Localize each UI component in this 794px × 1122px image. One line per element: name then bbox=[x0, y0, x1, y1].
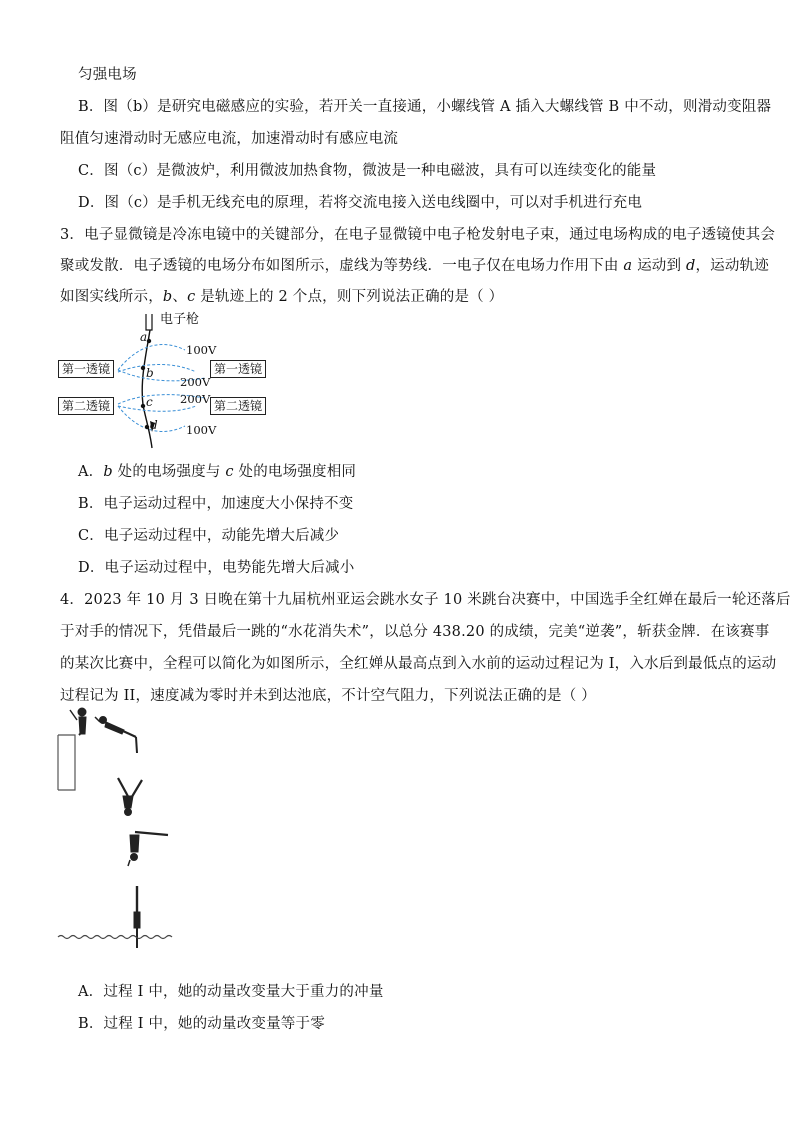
q4-stem-line1: 4．2023 年 10 月 3 日晚在第十九届杭州亚运会跳水女子 10 米跳台决赛中，中国选手全红婵在最后一轮还落后 bbox=[60, 592, 791, 608]
diver-standing-icon bbox=[70, 708, 86, 735]
point-d-label: d bbox=[150, 418, 158, 432]
q4-option-a: A．过程 I 中，她的动量改变量大于重力的冲量 bbox=[78, 984, 384, 1000]
q3-option-c: C．电子运动过程中，动能先增大后减少 bbox=[78, 528, 340, 544]
lens1-left-label: 第一透镜 bbox=[58, 360, 114, 378]
lens1-right-label: 第一透镜 bbox=[210, 360, 266, 378]
q3-text: 、 bbox=[172, 289, 188, 305]
var-b: b bbox=[162, 289, 173, 305]
lens2-left-label: 第二透镜 bbox=[58, 397, 114, 415]
platform-icon bbox=[58, 735, 75, 790]
point-b-label: b bbox=[146, 366, 154, 380]
point-a-label: a bbox=[140, 330, 148, 344]
q3-option-b: B．电子运动过程中，加速度大小保持不变 bbox=[78, 496, 354, 512]
q3-text: 是轨迹上的 2 个点，则下列说法正确的是（ ） bbox=[195, 289, 504, 305]
voltage-label-top: 100V bbox=[186, 343, 217, 357]
q3-text: 运动到 bbox=[632, 258, 686, 274]
q3-text: 处的电场强度相同 bbox=[233, 464, 357, 480]
voltage-label-bottom: 100V bbox=[186, 423, 217, 437]
electron-gun-label: 电子枪 bbox=[160, 312, 200, 327]
q2-option-c: C．图（c）是微波炉，利用微波加热食物，微波是一种电磁波，具有可以连续变化的能量 bbox=[78, 163, 657, 179]
diver-inverted-icon bbox=[128, 832, 168, 866]
q4-stem-line4: 过程记为 II，速度减为零时并未到达池底，不计空气阻力，下列说法正确的是（ ） bbox=[60, 688, 596, 704]
var-d: d bbox=[685, 258, 696, 274]
voltage-label-mid1: 200V bbox=[180, 375, 211, 389]
var-c: c bbox=[225, 464, 234, 480]
var-a: a bbox=[623, 258, 633, 274]
q4-stem-line2: 于对手的情况下，凭借最后一跳的“水花消失术”，以总分 438.20 的成绩，完美“逆袭”，斩获金牌．在该赛事 bbox=[60, 624, 770, 640]
q3-stem-line1: 3．电子显微镜是冷冻电镜中的关键部分，在电子显微镜中电子枪发射电子束，通过电场构成的电子透镜使其会 bbox=[60, 227, 776, 243]
var-b: b bbox=[103, 464, 113, 480]
q3-text: ，运动轨迹 bbox=[695, 258, 769, 274]
q2-option-d: D．图（c）是手机无线充电的原理，若将交流电接入送电线圈中，可以对手机进行充电 bbox=[78, 195, 643, 211]
q2-option-a-tail: 匀强电场 bbox=[78, 67, 137, 83]
voltage-label-mid2: 200V bbox=[180, 392, 211, 406]
var-c: c bbox=[187, 289, 196, 305]
q4-option-b: B．过程 I 中，她的动量改变量等于零 bbox=[78, 1016, 325, 1032]
diver-pike-icon bbox=[95, 717, 137, 754]
q3-text: 聚或发散．电子透镜的电场分布如图所示，虚线为等势线．一电子仅在电场力作用下由 bbox=[60, 258, 624, 274]
q3-text: 如图实线所示， bbox=[60, 289, 163, 305]
q4-stem-line3: 的某次比赛中，全程可以简化为如图所示，全红婵从最高点到入水前的运动过程记为 I，入水后到最低点的运动 bbox=[60, 656, 777, 672]
q3-text: 处的电场强度与 bbox=[112, 464, 226, 480]
q3-option-d: D．电子运动过程中，电势能先增大后减小 bbox=[78, 560, 355, 576]
point-c-label: c bbox=[146, 395, 153, 409]
diver-tuck-icon bbox=[118, 778, 142, 816]
water-surface bbox=[58, 936, 172, 939]
q3-text: A． bbox=[78, 464, 104, 480]
q2-option-b-line2: 阻值匀速滑动时无感应电流，加速滑动时有感应电流 bbox=[60, 131, 399, 147]
q2-option-b-line1: B．图（b）是研究电磁感应的实验，若开关一直接通，小螺线管 A 插入大螺线管 B 中不动，则滑动变阻器 bbox=[78, 99, 772, 115]
lens2-right-label: 第二透镜 bbox=[210, 397, 266, 415]
